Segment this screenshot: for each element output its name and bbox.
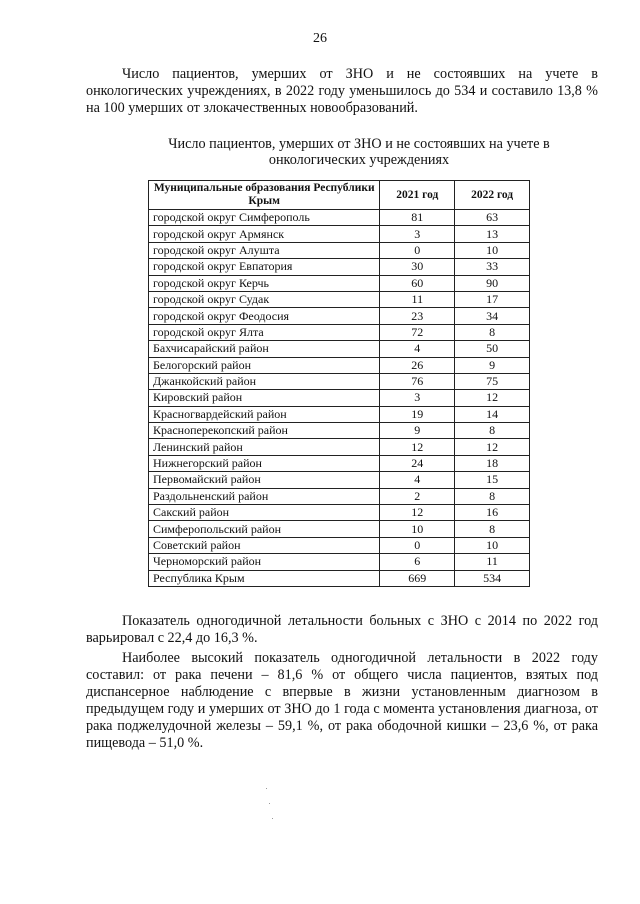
table-row (149, 226, 530, 242)
row-municipality: Красноперекопский район (149, 423, 380, 439)
row-value-2021: 72 (380, 324, 455, 340)
row-value-2021: 0 (380, 537, 455, 553)
table-caption: Число пациентов, умерших от ЗНО и не состоявших на учете в онкологических учреждениях (168, 136, 550, 168)
row-value-2022: 534 (455, 570, 530, 586)
scan-speck (269, 803, 270, 804)
table-row (149, 308, 530, 324)
table-row (149, 423, 530, 439)
row-municipality: городской округ Евпатория (149, 259, 380, 275)
row-municipality: городской округ Судак (149, 291, 380, 307)
row-value-2021: 3 (380, 226, 455, 242)
table-row (149, 439, 530, 455)
table-row (149, 373, 530, 389)
row-value-2021: 26 (380, 357, 455, 373)
page-number: 26 (313, 31, 327, 46)
scan-speck (266, 788, 267, 789)
row-municipality: Советский район (149, 537, 380, 553)
row-value-2022: 8 (455, 324, 530, 340)
row-municipality: городской округ Феодосия (149, 308, 380, 324)
row-municipality: Красногвардейский район (149, 406, 380, 422)
row-municipality: Черноморский район (149, 554, 380, 570)
row-value-2022: 12 (455, 439, 530, 455)
row-value-2022: 18 (455, 455, 530, 471)
table-row (149, 472, 530, 488)
row-municipality: Первомайский район (149, 472, 380, 488)
table-row (149, 406, 530, 422)
table-row (149, 259, 530, 275)
row-value-2022: 15 (455, 472, 530, 488)
table-row (149, 291, 530, 307)
row-value-2022: 13 (455, 226, 530, 242)
table-row (149, 324, 530, 340)
row-value-2021: 76 (380, 373, 455, 389)
row-value-2021: 6 (380, 554, 455, 570)
row-value-2021: 9 (380, 423, 455, 439)
row-value-2021: 12 (380, 505, 455, 521)
row-value-2021: 4 (380, 472, 455, 488)
table-row (149, 537, 530, 553)
row-value-2021: 11 (380, 291, 455, 307)
row-value-2021: 10 (380, 521, 455, 537)
row-value-2022: 16 (455, 505, 530, 521)
row-municipality: Республика Крым (149, 570, 380, 586)
row-municipality: Симферопольский район (149, 521, 380, 537)
row-value-2021: 23 (380, 308, 455, 324)
row-value-2022: 17 (455, 291, 530, 307)
row-municipality: городской округ Ялта (149, 324, 380, 340)
scan-speck (272, 818, 273, 819)
row-value-2021: 30 (380, 259, 455, 275)
row-value-2022: 34 (455, 308, 530, 324)
table-row (149, 554, 530, 570)
table-row (149, 242, 530, 258)
row-municipality: городской округ Армянск (149, 226, 380, 242)
row-value-2021: 12 (380, 439, 455, 455)
row-value-2022: 14 (455, 406, 530, 422)
table-row (149, 455, 530, 471)
header-municipality: Муниципальные образования Республики Крым (149, 181, 380, 210)
row-value-2022: 33 (455, 259, 530, 275)
row-municipality: Ленинский район (149, 439, 380, 455)
header-2022: 2022 год (455, 181, 530, 210)
row-value-2021: 669 (380, 570, 455, 586)
row-municipality: Кировский район (149, 390, 380, 406)
row-value-2022: 11 (455, 554, 530, 570)
row-value-2021: 0 (380, 242, 455, 258)
row-municipality: Нижнегорский район (149, 455, 380, 471)
table-row (149, 570, 530, 586)
table-row (149, 210, 530, 226)
row-municipality: Белогорский район (149, 357, 380, 373)
row-value-2022: 63 (455, 210, 530, 226)
table-row (149, 341, 530, 357)
row-municipality: городской округ Алушта (149, 242, 380, 258)
intro-paragraph: Число пациентов, умерших от ЗНО и не состоявших на учете в онкологических учреждениях, в 2022 году уменьшилось до 534 и составило 13,8 % на 100 умерших от злокачественных новообразований. (86, 66, 598, 116)
row-municipality: Бахчисарайский район (149, 341, 380, 357)
mortality-table (148, 180, 530, 587)
lethality-range-paragraph: Показатель одногодичной летальности больных с ЗНО с 2014 по 2022 год варьировал с 22,4 до 16,3 %. (86, 613, 598, 646)
row-value-2021: 60 (380, 275, 455, 291)
row-value-2022: 75 (455, 373, 530, 389)
row-value-2022: 50 (455, 341, 530, 357)
row-value-2022: 90 (455, 275, 530, 291)
lethality-highest-paragraph: Наиболее высокий показатель одногодичной летальности в 2022 году составил: от рака печени – 81,6 % от общего числа пациентов, взятых под диспансерное наблюдение с впервые в жизни установленным диагнозом в предыдущем году и умерших от ЗНО до 1 года с момента установления диагноза, от рака поджелудочной железы – 59,1 %, от рака ободочной кишки – 23,6 %, от рака пищевода – 51,0 %. (86, 650, 598, 751)
table-row (149, 357, 530, 373)
row-municipality: Джанкойский район (149, 373, 380, 389)
row-value-2021: 3 (380, 390, 455, 406)
row-municipality: городской округ Керчь (149, 275, 380, 291)
row-value-2022: 12 (455, 390, 530, 406)
row-value-2021: 81 (380, 210, 455, 226)
table-row (149, 390, 530, 406)
row-value-2022: 8 (455, 423, 530, 439)
table-row (149, 275, 530, 291)
table-row (149, 521, 530, 537)
row-value-2022: 10 (455, 537, 530, 553)
header-2021: 2021 год (380, 181, 455, 210)
table-row (149, 505, 530, 521)
table-body (149, 210, 530, 587)
row-municipality: городской округ Симферополь (149, 210, 380, 226)
row-value-2021: 2 (380, 488, 455, 504)
row-municipality: Сакский район (149, 505, 380, 521)
row-value-2021: 19 (380, 406, 455, 422)
row-value-2022: 9 (455, 357, 530, 373)
row-value-2022: 8 (455, 521, 530, 537)
row-value-2022: 10 (455, 242, 530, 258)
row-value-2021: 4 (380, 341, 455, 357)
row-municipality: Раздольненский район (149, 488, 380, 504)
row-value-2022: 8 (455, 488, 530, 504)
table-header-row (149, 181, 530, 210)
row-value-2021: 24 (380, 455, 455, 471)
table-row (149, 488, 530, 504)
